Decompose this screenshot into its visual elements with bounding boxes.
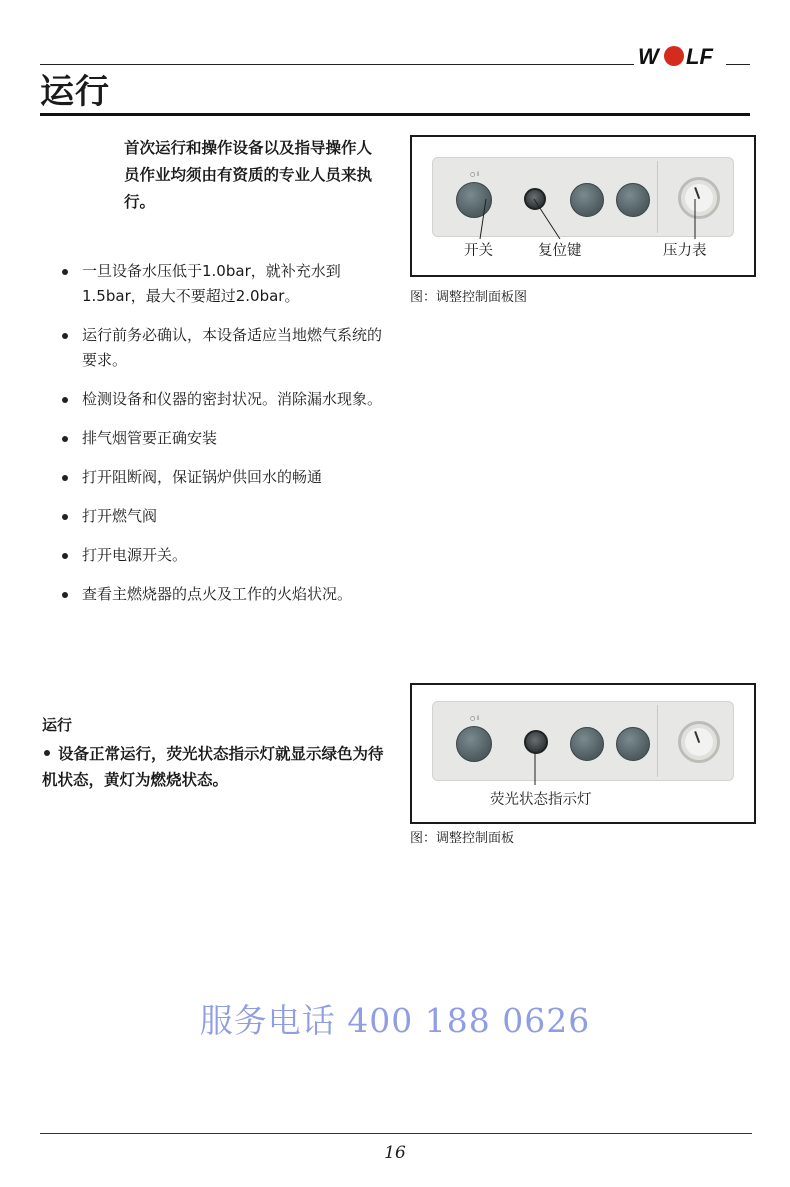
- list-item: 打开阻断阀，保证锅炉供回水的畅通: [60, 465, 395, 490]
- list-item: 查看主燃烧器的点火及工作的火焰状况。: [60, 582, 395, 607]
- switch-label: 开关: [464, 243, 493, 259]
- page-number: 16: [384, 1143, 406, 1163]
- gauge-label: 压力表: [663, 243, 707, 259]
- reset-label: 复位键: [538, 243, 582, 259]
- checklist: [60, 259, 395, 607]
- figure2-caption: 图：调整控制面板: [410, 831, 515, 846]
- operation-heading: 运行: [42, 716, 73, 734]
- header-rule-right: [726, 64, 750, 65]
- list-item: 一旦设备水压低于1.0bar，就补充水到1.5bar，最大不要超过2.0bar。: [60, 259, 395, 309]
- figure1-caption: 图：调整控制面板图: [410, 290, 528, 305]
- intro-paragraph: 首次运行和操作设备以及指导操作人员作业均须由有资质的专业人员来执行。: [124, 139, 373, 211]
- operation-text-body: 设备正常运行，荧光状态指示灯就显示绿色为待机状态，黄灯为燃烧状态。: [42, 745, 384, 789]
- indicator-label: 荧光状态指示灯: [490, 792, 592, 808]
- control-panel-figure: [410, 135, 756, 277]
- svg-text:W: W: [638, 44, 659, 68]
- wolf-logo: [636, 44, 724, 68]
- bullet-dot-icon: [44, 750, 50, 756]
- list-item: 打开电源开关。: [60, 543, 395, 568]
- list-item: 排气烟管要正确安装: [60, 426, 395, 451]
- switch-tick-icon: ○ I: [470, 171, 479, 178]
- page-title: 运行: [40, 72, 110, 112]
- title-rule: [40, 113, 750, 116]
- switch-tick-icon: ○ I: [470, 715, 479, 722]
- operation-text: [42, 741, 390, 793]
- svg-text:LF: LF: [686, 44, 713, 68]
- list-item: 运行前务必确认，本设备适应当地燃气系统的要求。: [60, 323, 395, 373]
- list-item: 检测设备和仪器的密封状况。消除漏水现象。: [60, 387, 395, 412]
- footer-rule: [40, 1133, 752, 1134]
- service-hotline: 服务电话 400 188 0626: [199, 1001, 591, 1040]
- header-rule: [40, 64, 634, 65]
- indicator-figure: [410, 683, 756, 824]
- list-item: 打开燃气阀: [60, 504, 395, 529]
